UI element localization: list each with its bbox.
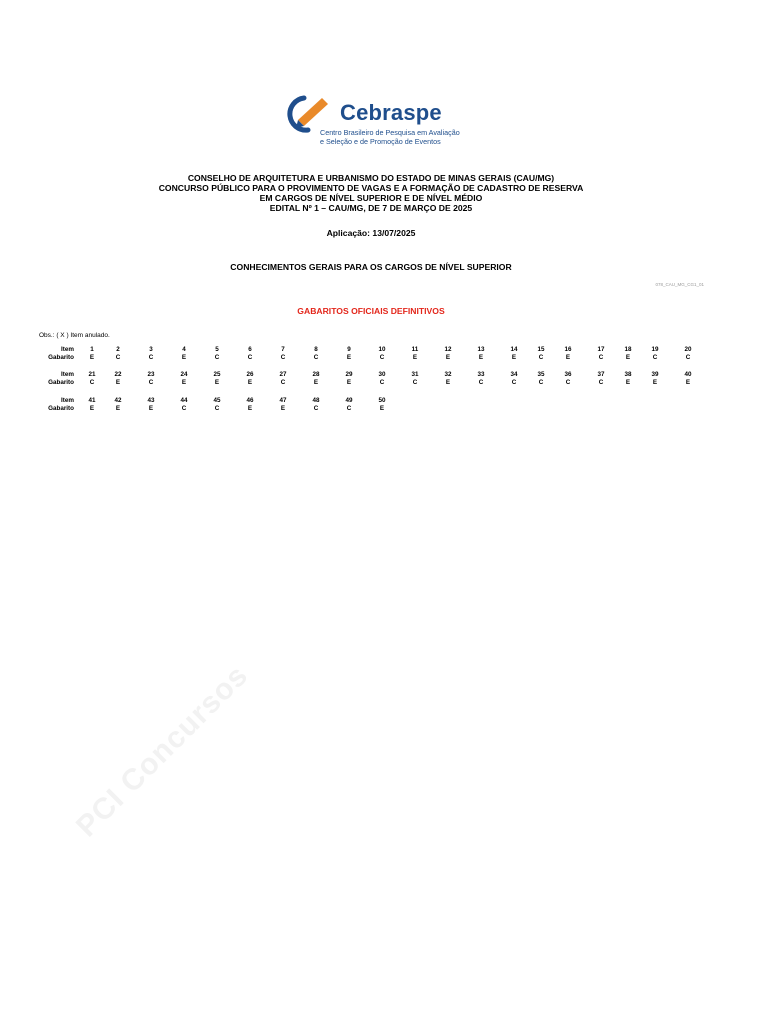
answer-value: E xyxy=(115,405,121,412)
answer-value: C xyxy=(565,379,571,386)
watermark: PCI Concursos xyxy=(70,658,255,844)
answer-value: E xyxy=(115,379,121,386)
answer-value: C xyxy=(685,354,691,361)
answer-value: E xyxy=(412,354,418,361)
item-number: 3 xyxy=(149,346,153,353)
item-number: 18 xyxy=(624,346,632,353)
subject-title: CONHECIMENTOS GERAIS PARA OS CARGOS DE NÍVEL SUPERIOR xyxy=(230,262,512,272)
answer-value: C xyxy=(280,379,286,386)
item-number: 26 xyxy=(246,371,254,378)
item-number: 47 xyxy=(279,397,287,404)
item-number: 16 xyxy=(564,346,572,353)
item-number: 27 xyxy=(279,371,287,378)
item-number: 20 xyxy=(684,346,692,353)
item-number: 7 xyxy=(281,346,285,353)
item-number: 38 xyxy=(624,371,632,378)
item-number: 31 xyxy=(411,371,419,378)
answer-value: C xyxy=(148,354,154,361)
document-code: 078_CAU_MG_CG1_01 xyxy=(655,282,704,287)
answer-value: C xyxy=(89,379,95,386)
item-number: 44 xyxy=(180,397,188,404)
answer-value: E xyxy=(247,405,253,412)
answer-value: E xyxy=(346,354,352,361)
answer-value: C xyxy=(346,405,352,412)
item-number: 46 xyxy=(246,397,254,404)
item-number: 49 xyxy=(345,397,353,404)
item-number: 5 xyxy=(215,346,219,353)
answer-value: E xyxy=(89,354,95,361)
answer-value: C xyxy=(148,379,154,386)
item-number: 8 xyxy=(314,346,318,353)
answer-value: E xyxy=(445,379,451,386)
gabarito-row-label: Gabarito xyxy=(48,379,74,386)
answer-value: C xyxy=(214,354,220,361)
item-number: 11 xyxy=(411,346,419,353)
answer-value: C xyxy=(313,354,319,361)
item-number: 43 xyxy=(147,397,155,404)
item-number: 35 xyxy=(537,371,545,378)
item-number: 10 xyxy=(378,346,386,353)
item-number: 36 xyxy=(564,371,572,378)
item-number: 28 xyxy=(312,371,320,378)
item-number: 39 xyxy=(651,371,659,378)
item-number: 24 xyxy=(180,371,188,378)
answer-value: E xyxy=(685,379,691,386)
item-number: 37 xyxy=(597,371,605,378)
answer-value: E xyxy=(379,405,385,412)
item-number: 25 xyxy=(213,371,221,378)
answer-value: E xyxy=(148,405,154,412)
item-number: 15 xyxy=(537,346,545,353)
logo-name: Cebraspe xyxy=(340,100,442,125)
item-row-label: Item xyxy=(61,397,74,404)
logo-subtitle-line1: Centro Brasileiro de Pesquisa em Avaliação xyxy=(320,128,460,137)
answer-value: E xyxy=(181,354,187,361)
answer-value: E xyxy=(625,379,631,386)
answer-value: C xyxy=(598,379,604,386)
answer-value: C xyxy=(652,354,658,361)
gabarito-row-label: Gabarito xyxy=(48,405,74,412)
answer-value: C xyxy=(598,354,604,361)
item-number: 6 xyxy=(248,346,252,353)
header-line-1: CONSELHO DE ARQUITETURA E URBANISMO DO ESTADO DE MINAS GERAIS (CAU/MG) xyxy=(187,173,555,183)
answer-value: E xyxy=(445,354,451,361)
item-number: 21 xyxy=(88,371,96,378)
item-number: 1 xyxy=(90,346,94,353)
item-number: 19 xyxy=(651,346,659,353)
answer-value: C xyxy=(214,405,220,412)
item-number: 22 xyxy=(114,371,122,378)
item-number: 9 xyxy=(347,346,351,353)
answer-value: C xyxy=(280,354,286,361)
item-number: 41 xyxy=(88,397,96,404)
answer-value: C xyxy=(412,379,418,386)
item-number: 33 xyxy=(477,371,485,378)
answer-value: C xyxy=(478,379,484,386)
item-number: 30 xyxy=(378,371,386,378)
gabarito-row-label: Gabarito xyxy=(48,354,74,361)
answer-value: C xyxy=(511,379,517,386)
item-number: 4 xyxy=(182,346,186,353)
answer-value: E xyxy=(346,379,352,386)
logo-subtitle-line2: e Seleção e de Promoção de Eventos xyxy=(320,136,441,146)
item-number: 42 xyxy=(114,397,122,404)
item-number: 34 xyxy=(510,371,518,378)
item-number: 40 xyxy=(684,371,692,378)
item-number: 45 xyxy=(213,397,221,404)
header-line-2: CONCURSO PÚBLICO PARA O PROVIMENTO DE VAGAS E A FORMAÇÃO DE CADASTRO DE RESERVA xyxy=(158,183,584,193)
answer-value: C xyxy=(313,405,319,412)
header-line-3: EM CARGOS DE NÍVEL SUPERIOR E DE NÍVEL MÉDIO xyxy=(259,193,483,203)
observation-note: Obs.: ( X ) Item anulado. xyxy=(39,332,110,339)
answer-value: E xyxy=(313,379,319,386)
item-number: 14 xyxy=(510,346,518,353)
item-row-label: Item xyxy=(61,346,74,353)
answer-value: E xyxy=(214,379,220,386)
answer-value: C xyxy=(115,354,121,361)
answer-value: E xyxy=(247,379,253,386)
item-number: 12 xyxy=(444,346,452,353)
answer-value: C xyxy=(379,354,385,361)
item-number: 29 xyxy=(345,371,353,378)
gabarito-title: GABARITOS OFICIAIS DEFINITIVOS xyxy=(297,306,445,316)
answer-value: C xyxy=(538,354,544,361)
item-number: 17 xyxy=(597,346,605,353)
item-number: 48 xyxy=(312,397,320,404)
header-line-4: EDITAL Nº 1 – CAU/MG, DE 7 DE MARÇO DE 2025 xyxy=(269,203,473,213)
answer-value: E xyxy=(478,354,484,361)
item-number: 13 xyxy=(477,346,485,353)
answer-value: E xyxy=(565,354,571,361)
answer-value: C xyxy=(181,405,187,412)
answer-value: E xyxy=(652,379,658,386)
item-number: 50 xyxy=(378,397,386,404)
answer-value: E xyxy=(280,405,286,412)
item-row-label: Item xyxy=(61,371,74,378)
answer-value: E xyxy=(181,379,187,386)
application-date: Aplicação: 13/07/2025 xyxy=(326,228,416,238)
answer-value: C xyxy=(379,379,385,386)
answer-value: C xyxy=(538,379,544,386)
answer-value: E xyxy=(89,405,95,412)
item-number: 2 xyxy=(116,346,120,353)
item-number: 32 xyxy=(444,371,452,378)
answer-value: E xyxy=(511,354,517,361)
item-number: 23 xyxy=(147,371,155,378)
answer-value: E xyxy=(625,354,631,361)
answer-value: C xyxy=(247,354,253,361)
